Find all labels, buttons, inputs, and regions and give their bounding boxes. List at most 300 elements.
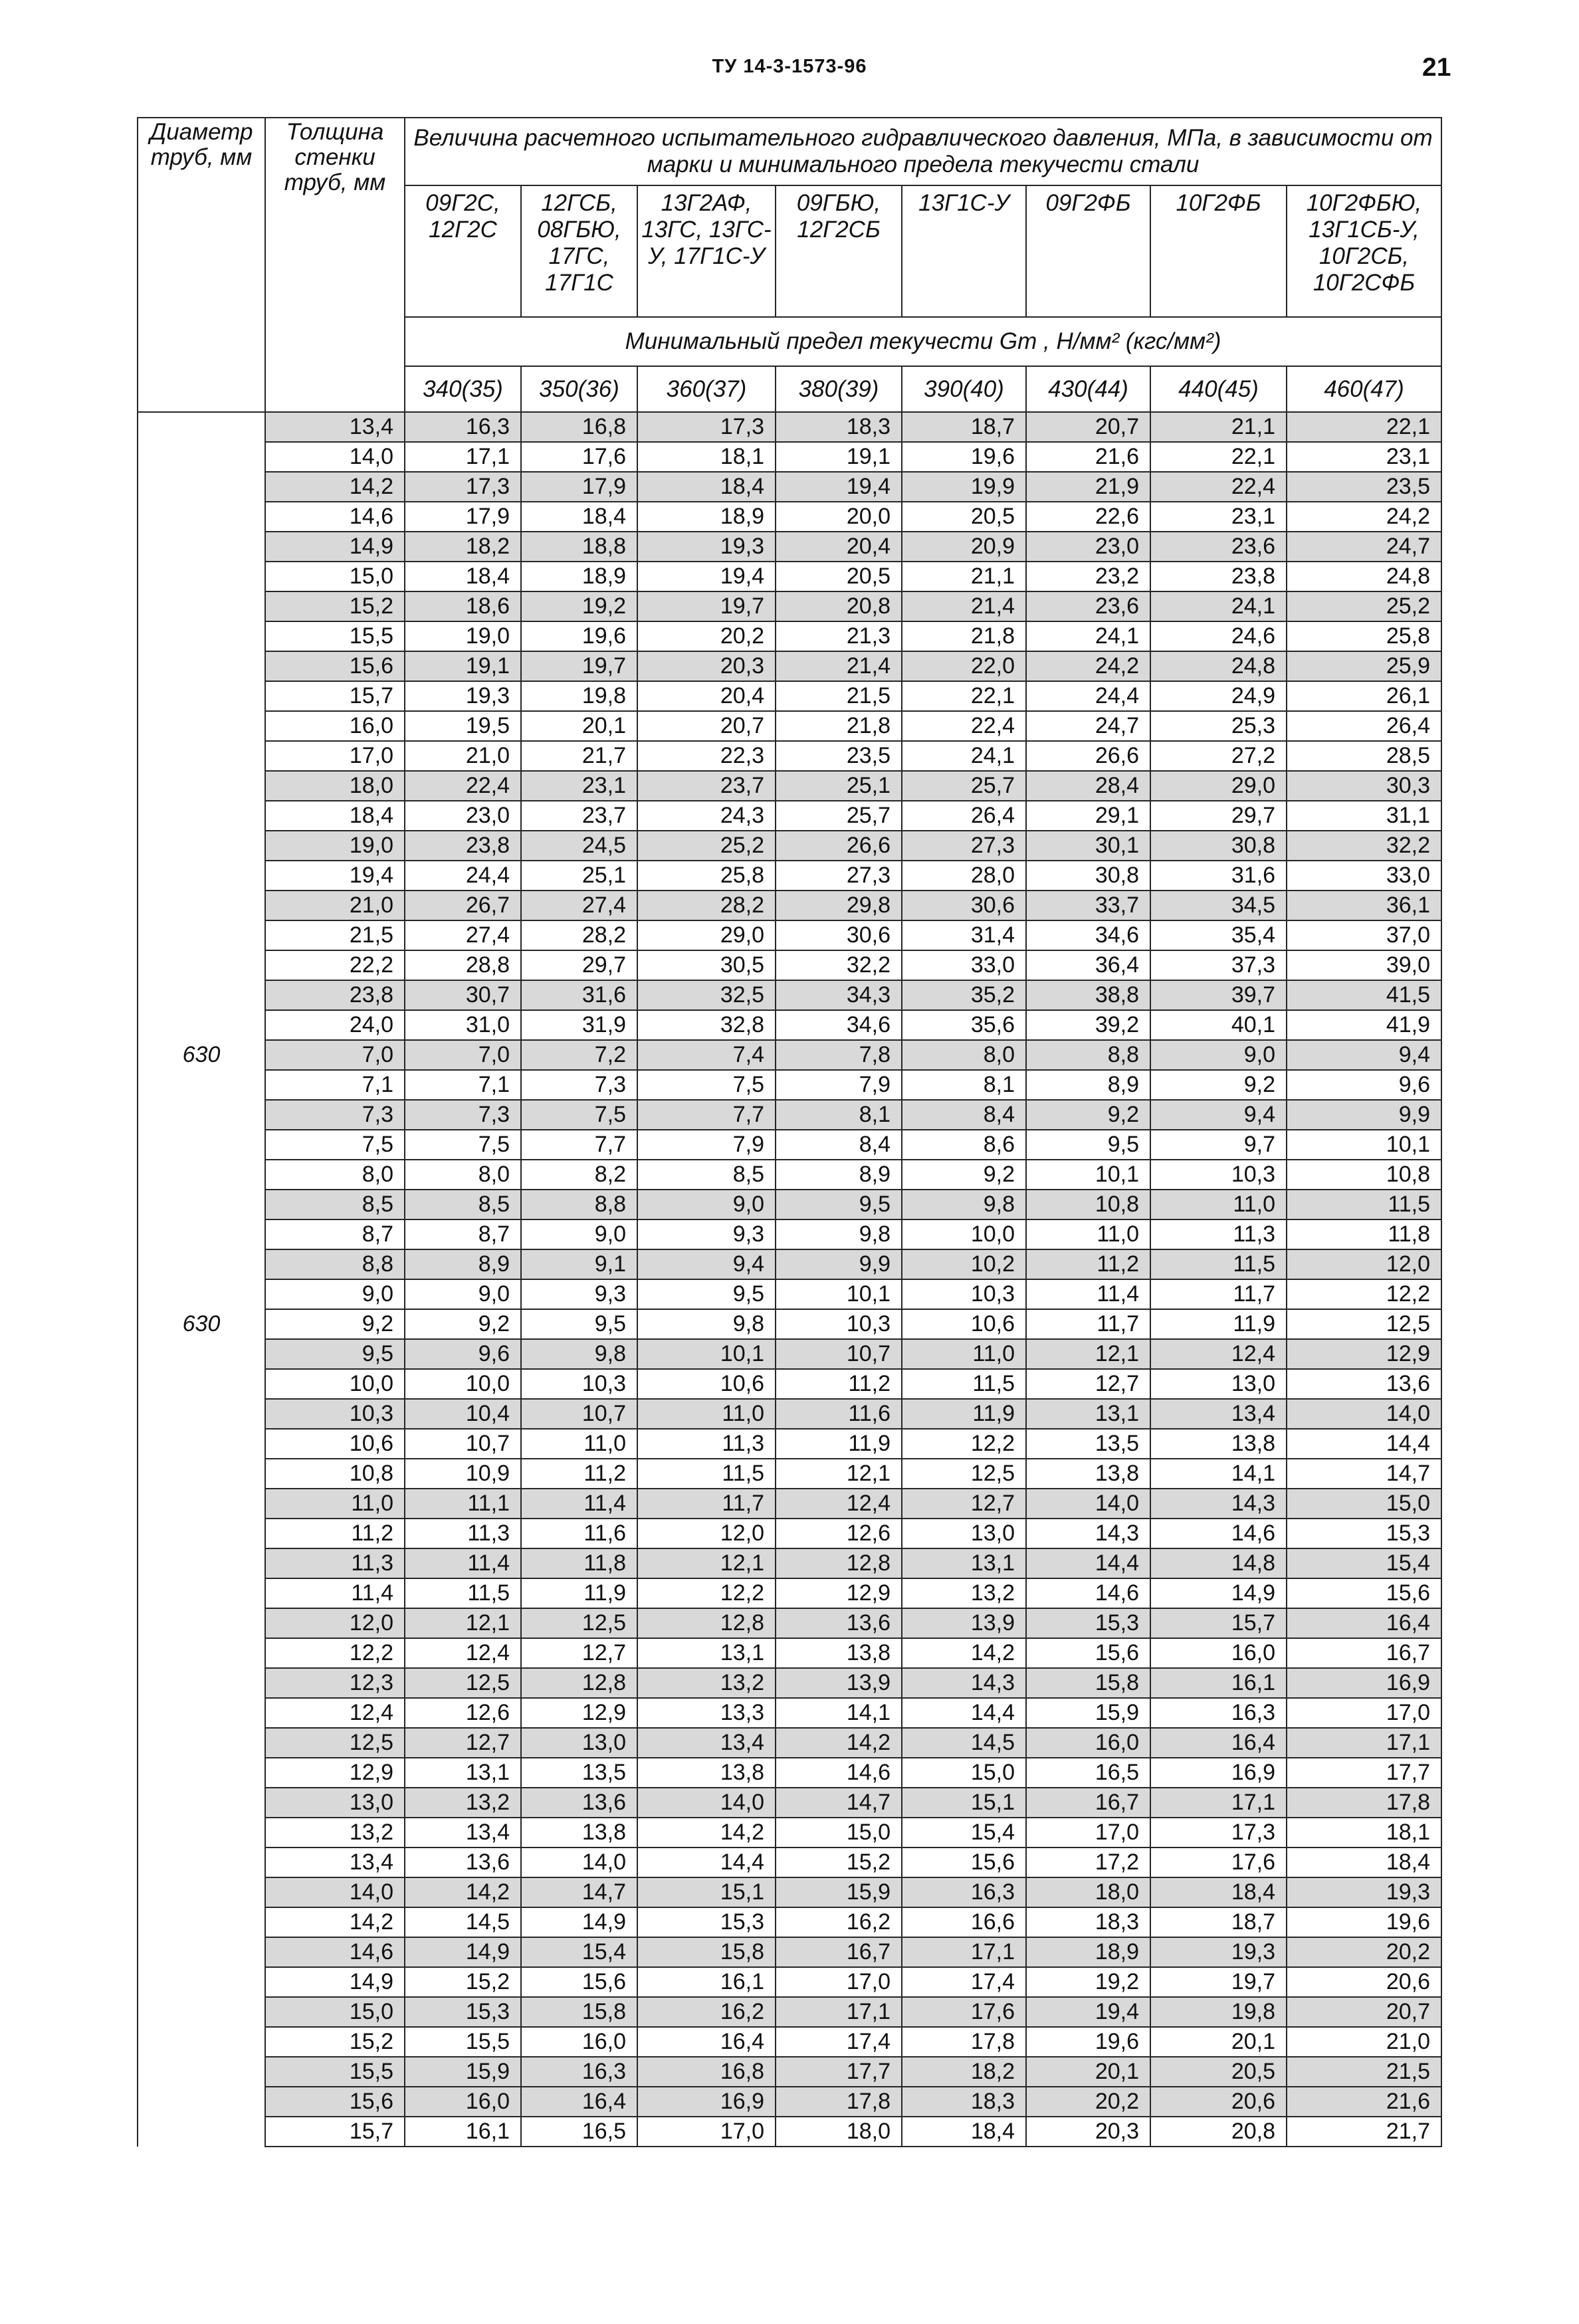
pressure-value-cell: 15,2 <box>776 1848 902 1877</box>
diameter-cell <box>138 1578 265 1608</box>
pressure-value-cell: 7,9 <box>776 1070 902 1100</box>
diameter-cell <box>138 1249 265 1279</box>
pressure-value-cell: 15,8 <box>637 1937 776 1967</box>
pressure-value-cell: 24,4 <box>405 861 521 891</box>
wall-thickness-cell: 15,0 <box>265 1997 405 2027</box>
pressure-value-cell: 22,1 <box>1287 412 1441 442</box>
wall-thickness-cell: 8,0 <box>265 1160 405 1190</box>
pressure-value-cell: 31,6 <box>1150 861 1287 891</box>
pressure-value-cell: 9,2 <box>902 1160 1026 1190</box>
table-row <box>138 1369 1441 1399</box>
pressure-value-cell: 34,6 <box>776 1010 902 1040</box>
table-row <box>138 562 1441 591</box>
wall-thickness-cell: 7,0 <box>265 1040 405 1070</box>
pressure-value-cell: 23,5 <box>776 741 902 771</box>
pressure-value-cell: 11,4 <box>405 1548 521 1578</box>
pressure-value-cell: 19,5 <box>405 711 521 741</box>
pressure-value-cell: 10,3 <box>902 1279 1026 1309</box>
pressure-value-cell: 11,6 <box>521 1519 637 1548</box>
pressure-value-cell: 31,9 <box>521 1010 637 1040</box>
diameter-cell <box>138 1818 265 1848</box>
pressure-value-cell: 16,4 <box>637 2027 776 2057</box>
pressure-value-cell: 10,0 <box>902 1219 1026 1249</box>
pressure-value-cell: 10,8 <box>1287 1160 1441 1190</box>
pressure-value-cell: 9,1 <box>521 1249 637 1279</box>
pressure-value-cell: 10,9 <box>405 1459 521 1489</box>
pressure-value-cell: 17,0 <box>1287 1698 1441 1728</box>
pressure-value-cell: 22,0 <box>902 651 1026 681</box>
pressure-value-cell: 21,8 <box>902 621 1026 651</box>
diameter-cell <box>138 1758 265 1788</box>
diameter-cell <box>138 1339 265 1369</box>
table-row <box>138 891 1441 920</box>
wall-thickness-cell: 14,0 <box>265 442 405 472</box>
pressure-value-cell: 12,0 <box>637 1519 776 1548</box>
pressure-value-cell: 27,3 <box>902 831 1026 861</box>
pressure-value-cell: 9,8 <box>902 1190 1026 1219</box>
diameter-cell <box>138 741 265 771</box>
wall-thickness-cell: 14,6 <box>265 502 405 532</box>
pressure-value-cell: 13,3 <box>637 1698 776 1728</box>
pressure-value-cell: 24,7 <box>1287 532 1441 562</box>
pressure-value-cell: 18,6 <box>405 591 521 621</box>
table-row <box>138 1788 1441 1818</box>
pressure-value-cell: 20,2 <box>1287 1937 1441 1967</box>
pressure-value-cell: 17,4 <box>902 1967 1026 1997</box>
wall-thickness-cell: 13,0 <box>265 1788 405 1818</box>
pressure-value-cell: 8,5 <box>405 1190 521 1219</box>
pressure-value-cell: 7,4 <box>637 1040 776 1070</box>
pressure-value-cell: 7,9 <box>637 1130 776 1160</box>
table-row <box>138 591 1441 621</box>
table-row <box>138 1459 1441 1489</box>
pressure-value-cell: 24,5 <box>521 831 637 861</box>
diameter-cell <box>138 562 265 591</box>
pressure-value-cell: 21,6 <box>1287 2087 1441 2117</box>
pressure-value-cell: 38,8 <box>1026 980 1150 1010</box>
table-row <box>138 1578 1441 1608</box>
pressure-value-cell: 41,9 <box>1287 1010 1441 1040</box>
pressure-value-cell: 17,1 <box>902 1937 1026 1967</box>
pressure-value-cell: 17,1 <box>1150 1788 1287 1818</box>
pressure-value-cell: 19,1 <box>776 442 902 472</box>
pressure-value-cell: 28,2 <box>637 891 776 920</box>
diameter-cell <box>138 651 265 681</box>
pressure-value-cell: 20,3 <box>637 651 776 681</box>
pressure-value-cell: 9,2 <box>1150 1070 1287 1100</box>
diameter-cell <box>138 861 265 891</box>
grade-cell: 09ГБЮ, 12Г2СБ <box>776 185 902 317</box>
pressure-value-cell: 15,1 <box>902 1788 1026 1818</box>
pressure-value-cell: 23,8 <box>405 831 521 861</box>
table-row <box>138 532 1441 562</box>
pressure-value-cell: 9,6 <box>1287 1070 1441 1100</box>
pressure-value-cell: 21,3 <box>776 621 902 651</box>
pressure-value-cell: 8,5 <box>637 1160 776 1190</box>
pressure-value-cell: 16,0 <box>405 2087 521 2117</box>
pressure-value-cell: 14,0 <box>1026 1489 1150 1519</box>
diameter-cell <box>138 442 265 472</box>
pressure-value-cell: 7,2 <box>521 1040 637 1070</box>
diameter-cell <box>138 532 265 562</box>
pressure-value-cell: 15,9 <box>776 1877 902 1907</box>
pressure-value-cell: 23,8 <box>1150 562 1287 591</box>
pressure-value-cell: 24,8 <box>1150 651 1287 681</box>
pressure-value-cell: 14,0 <box>637 1788 776 1818</box>
pressure-value-cell: 25,2 <box>1287 591 1441 621</box>
pressure-value-cell: 9,0 <box>637 1190 776 1219</box>
pressure-value-cell: 26,6 <box>1026 741 1150 771</box>
pressure-value-cell: 13,4 <box>637 1728 776 1758</box>
grade-cell: 12ГСБ, 08ГБЮ, 17ГС, 17Г1С <box>521 185 637 317</box>
pressure-value-cell: 7,7 <box>637 1100 776 1130</box>
pressure-value-cell: 12,7 <box>521 1638 637 1668</box>
pressure-value-cell: 12,8 <box>521 1668 637 1698</box>
pressure-value-cell: 19,3 <box>405 681 521 711</box>
pressure-value-cell: 19,4 <box>637 562 776 591</box>
diameter-cell <box>138 1279 265 1309</box>
yield-value-cell: 380(39) <box>776 366 902 412</box>
wall-thickness-cell: 15,0 <box>265 562 405 591</box>
pressure-value-cell: 9,4 <box>1150 1100 1287 1130</box>
yield-value-cell: 430(44) <box>1026 366 1150 412</box>
diameter-cell <box>138 1997 265 2027</box>
wall-thickness-cell: 18,4 <box>265 801 405 831</box>
table-row <box>138 1967 1441 1997</box>
pressure-value-cell: 35,4 <box>1150 920 1287 950</box>
pressure-value-cell: 9,9 <box>1287 1100 1441 1130</box>
pressure-value-cell: 25,1 <box>776 771 902 801</box>
diameter-cell <box>138 1399 265 1429</box>
pressure-value-cell: 19,6 <box>1287 1907 1441 1937</box>
pressure-value-cell: 13,8 <box>1150 1429 1287 1459</box>
pressure-value-cell: 32,8 <box>637 1010 776 1040</box>
pressure-value-cell: 10,7 <box>405 1429 521 1459</box>
pressure-value-cell: 12,4 <box>405 1638 521 1668</box>
pressure-value-cell: 14,7 <box>776 1788 902 1818</box>
pressure-value-cell: 12,7 <box>1026 1369 1150 1399</box>
pressure-value-cell: 17,8 <box>776 2087 902 2117</box>
pressure-value-cell: 12,2 <box>902 1429 1026 1459</box>
pressure-value-cell: 11,2 <box>776 1369 902 1399</box>
pressure-value-cell: 10,6 <box>637 1369 776 1399</box>
pressure-value-cell: 16,2 <box>637 1997 776 2027</box>
pressure-value-cell: 27,4 <box>521 891 637 920</box>
pressure-table <box>137 117 1442 2147</box>
yield-value-cell: 440(45) <box>1150 366 1287 412</box>
grade-cell: 09Г2ФБ <box>1026 185 1150 317</box>
pressure-value-cell: 21,7 <box>1287 2117 1441 2147</box>
pressure-value-cell: 9,5 <box>521 1309 637 1339</box>
pressure-value-cell: 14,9 <box>521 1907 637 1937</box>
pressure-value-cell: 8,4 <box>902 1100 1026 1130</box>
pressure-value-cell: 16,3 <box>1150 1698 1287 1728</box>
pressure-value-cell: 10,8 <box>1026 1190 1150 1219</box>
table-row <box>138 1130 1441 1160</box>
pressure-value-cell: 16,3 <box>521 2057 637 2087</box>
pressure-value-cell: 13,0 <box>521 1728 637 1758</box>
diameter-cell <box>138 980 265 1010</box>
grade-cell: 10Г2ФБЮ, 13Г1СБ-У, 10Г2СБ, 10Г2СФБ <box>1287 185 1441 317</box>
pressure-value-cell: 16,4 <box>1150 1728 1287 1758</box>
diameter-cell: 630 <box>138 1309 265 1339</box>
pressure-value-cell: 11,4 <box>521 1489 637 1519</box>
pressure-value-cell: 21,5 <box>776 681 902 711</box>
pressure-value-cell: 13,8 <box>1026 1459 1150 1489</box>
pressure-value-cell: 35,2 <box>902 980 1026 1010</box>
pressure-value-cell: 22,4 <box>405 771 521 801</box>
pressure-value-cell: 14,1 <box>776 1698 902 1728</box>
pressure-value-cell: 16,4 <box>1287 1608 1441 1638</box>
pressure-value-cell: 18,8 <box>521 532 637 562</box>
pressure-value-cell: 39,2 <box>1026 1010 1150 1040</box>
wall-thickness-cell: 14,9 <box>265 532 405 562</box>
grade-cell: 10Г2ФБ <box>1150 185 1287 317</box>
pressure-value-cell: 9,4 <box>1287 1040 1441 1070</box>
pressure-value-cell: 9,8 <box>521 1339 637 1369</box>
pressure-value-cell: 31,4 <box>902 920 1026 950</box>
pressure-value-cell: 13,4 <box>405 1818 521 1848</box>
pressure-value-cell: 16,1 <box>405 2117 521 2147</box>
wall-thickness-cell: 11,3 <box>265 1548 405 1578</box>
pressure-value-cell: 26,7 <box>405 891 521 920</box>
wall-thickness-cell: 8,8 <box>265 1249 405 1279</box>
pressure-value-cell: 29,8 <box>776 891 902 920</box>
diameter-cell <box>138 1429 265 1459</box>
pressure-value-cell: 20,1 <box>521 711 637 741</box>
pressure-value-cell: 17,6 <box>902 1997 1026 2027</box>
pressure-value-cell: 9,5 <box>637 1279 776 1309</box>
diameter-cell <box>138 502 265 532</box>
pressure-value-cell: 11,7 <box>637 1489 776 1519</box>
pressure-value-cell: 9,3 <box>521 1279 637 1309</box>
pressure-value-cell: 16,1 <box>637 1967 776 1997</box>
table-row <box>138 2027 1441 2057</box>
pressure-value-cell: 14,2 <box>776 1728 902 1758</box>
yield-value-cell: 360(37) <box>637 366 776 412</box>
page-number: 21 <box>1422 53 1451 82</box>
pressure-value-cell: 17,2 <box>1026 1848 1150 1877</box>
diameter-cell <box>138 1010 265 1040</box>
pressure-value-cell: 8,2 <box>521 1160 637 1190</box>
wall-thickness-cell: 13,4 <box>265 412 405 442</box>
pressure-value-cell: 18,3 <box>776 412 902 442</box>
pressure-value-cell: 12,9 <box>521 1698 637 1728</box>
pressure-value-cell: 9,4 <box>637 1249 776 1279</box>
pressure-value-cell: 9,8 <box>776 1219 902 1249</box>
diameter-cell <box>138 1160 265 1190</box>
pressure-value-cell: 25,7 <box>776 801 902 831</box>
pressure-value-cell: 10,3 <box>776 1309 902 1339</box>
table-row <box>138 801 1441 831</box>
pressure-value-cell: 19,4 <box>776 472 902 502</box>
pressure-value-cell: 20,4 <box>637 681 776 711</box>
pressure-value-cell: 16,5 <box>1026 1758 1150 1788</box>
wall-thickness-cell: 15,6 <box>265 651 405 681</box>
pressure-value-cell: 24,7 <box>1026 711 1150 741</box>
pressure-value-cell: 22,4 <box>1150 472 1287 502</box>
pressure-value-cell: 19,6 <box>521 621 637 651</box>
pressure-value-cell: 33,7 <box>1026 891 1150 920</box>
diameter-cell <box>138 1788 265 1818</box>
pressure-value-cell: 16,3 <box>902 1877 1026 1907</box>
pressure-value-cell: 21,6 <box>1026 442 1150 472</box>
diameter-cell <box>138 1070 265 1100</box>
pressure-value-cell: 11,8 <box>1287 1219 1441 1249</box>
pressure-value-cell: 12,9 <box>776 1578 902 1608</box>
pressure-value-cell: 19,6 <box>1026 2027 1150 2057</box>
table-row <box>138 651 1441 681</box>
pressure-value-cell: 14,0 <box>1287 1399 1441 1429</box>
wall-thickness-cell: 15,5 <box>265 2057 405 2087</box>
pressure-value-cell: 11,9 <box>776 1429 902 1459</box>
pressure-value-cell: 14,0 <box>521 1848 637 1877</box>
pressure-value-cell: 8,8 <box>1026 1040 1150 1070</box>
wall-thickness-cell: 9,2 <box>265 1309 405 1339</box>
pressure-value-cell: 10,1 <box>1026 1160 1150 1190</box>
pressure-value-cell: 9,3 <box>637 1219 776 1249</box>
pressure-value-cell: 24,8 <box>1287 562 1441 591</box>
pressure-value-cell: 23,0 <box>1026 532 1150 562</box>
wall-thickness-cell: 21,0 <box>265 891 405 920</box>
diameter-cell <box>138 412 265 442</box>
diameter-cell <box>138 1219 265 1249</box>
pressure-value-cell: 34,5 <box>1150 891 1287 920</box>
document-title: ТУ 14-3-1573-96 <box>712 56 867 77</box>
yield-value-cell: 460(47) <box>1287 366 1441 412</box>
table-row <box>138 861 1441 891</box>
pressure-value-cell: 18,4 <box>902 2117 1026 2147</box>
table-row <box>138 2057 1441 2087</box>
wall-thickness-cell: 18,0 <box>265 771 405 801</box>
pressure-value-cell: 15,0 <box>902 1758 1026 1788</box>
pressure-value-cell: 11,3 <box>405 1519 521 1548</box>
pressure-value-cell: 32,5 <box>637 980 776 1010</box>
pressure-value-cell: 18,0 <box>1026 1877 1150 1907</box>
pressure-value-cell: 8,7 <box>405 1219 521 1249</box>
table-row <box>138 1190 1441 1219</box>
pressure-value-cell: 9,0 <box>405 1279 521 1309</box>
pressure-value-cell: 25,8 <box>1287 621 1441 651</box>
pressure-value-cell: 20,5 <box>776 562 902 591</box>
diameter-cell <box>138 1967 265 1997</box>
pressure-value-cell: 20,3 <box>1026 2117 1150 2147</box>
pressure-value-cell: 14,9 <box>405 1937 521 1967</box>
diameter-cell <box>138 1489 265 1519</box>
pressure-value-cell: 17,3 <box>637 412 776 442</box>
table-row <box>138 2117 1441 2147</box>
pressure-value-cell: 21,0 <box>1287 2027 1441 2057</box>
pressure-value-cell: 13,1 <box>1026 1399 1150 1429</box>
diameter-cell <box>138 2087 265 2117</box>
pressure-value-cell: 21,1 <box>902 562 1026 591</box>
pressure-value-cell: 12,7 <box>902 1489 1026 1519</box>
wall-thickness-cell: 13,4 <box>265 1848 405 1877</box>
pressure-value-cell: 11,5 <box>405 1578 521 1608</box>
table-row <box>138 1668 1441 1698</box>
pressure-value-cell: 31,1 <box>1287 801 1441 831</box>
pressure-value-cell: 12,4 <box>776 1489 902 1519</box>
wall-thickness-cell: 14,6 <box>265 1937 405 1967</box>
yield-strength-header: Минимальный предел текучести Gт , Н/мм² (кгс/мм²) <box>405 317 1441 366</box>
pressure-value-cell: 10,0 <box>405 1369 521 1399</box>
pressure-value-cell: 20,2 <box>1026 2087 1150 2117</box>
pressure-value-cell: 24,6 <box>1150 621 1287 651</box>
pressure-value-cell: 30,7 <box>405 980 521 1010</box>
wall-thickness-cell: 15,2 <box>265 2027 405 2057</box>
pressure-value-cell: 12,5 <box>1287 1309 1441 1339</box>
pressure-value-cell: 24,2 <box>1026 651 1150 681</box>
pressure-value-cell: 21,7 <box>521 741 637 771</box>
pressure-value-cell: 11,3 <box>1150 1219 1287 1249</box>
pressure-value-cell: 29,0 <box>637 920 776 950</box>
pressure-value-cell: 14,5 <box>902 1728 1026 1758</box>
wall-thickness-cell: 11,4 <box>265 1578 405 1608</box>
wall-thickness-cell: 14,0 <box>265 1877 405 1907</box>
pressure-value-cell: 16,9 <box>637 2087 776 2117</box>
pressure-value-cell: 13,1 <box>405 1758 521 1788</box>
pressure-value-cell: 11,7 <box>1026 1309 1150 1339</box>
pressure-value-cell: 22,6 <box>1026 502 1150 532</box>
pressure-value-cell: 30,8 <box>1026 861 1150 891</box>
wall-thickness-cell: 7,3 <box>265 1100 405 1130</box>
pressure-value-cell: 37,3 <box>1150 950 1287 980</box>
pressure-value-cell: 16,1 <box>1150 1668 1287 1698</box>
pressure-value-cell: 14,3 <box>902 1668 1026 1698</box>
pressure-table-body <box>138 412 1441 2147</box>
grade-cell: 13Г1С-У <box>902 185 1026 317</box>
pressure-value-cell: 20,8 <box>1150 2117 1287 2147</box>
pressure-value-cell: 20,9 <box>902 532 1026 562</box>
pressure-value-cell: 39,0 <box>1287 950 1441 980</box>
pressure-value-cell: 10,3 <box>521 1369 637 1399</box>
pressure-value-cell: 16,7 <box>1287 1638 1441 1668</box>
pressure-value-cell: 18,3 <box>1026 1907 1150 1937</box>
pressure-value-cell: 23,0 <box>405 801 521 831</box>
diameter-cell <box>138 1877 265 1907</box>
pressure-value-cell: 18,4 <box>1150 1877 1287 1907</box>
wall-thickness-cell: 12,0 <box>265 1608 405 1638</box>
pressure-value-cell: 12,4 <box>1150 1339 1287 1369</box>
table-row <box>138 442 1441 472</box>
pressure-value-cell: 7,7 <box>521 1130 637 1160</box>
diameter-cell <box>138 2027 265 2057</box>
pressure-value-cell: 11,9 <box>902 1399 1026 1429</box>
pressure-value-cell: 21,8 <box>776 711 902 741</box>
pressure-value-cell: 34,3 <box>776 980 902 1010</box>
pressure-value-cell: 20,7 <box>637 711 776 741</box>
pressure-value-cell: 19,7 <box>521 651 637 681</box>
pressure-value-cell: 24,3 <box>637 801 776 831</box>
pressure-value-cell: 16,7 <box>776 1937 902 1967</box>
pressure-value-cell: 29,0 <box>1150 771 1287 801</box>
table-row <box>138 1907 1441 1937</box>
pressure-value-cell: 17,0 <box>1026 1818 1150 1848</box>
yield-value-cell: 350(36) <box>521 366 637 412</box>
table-row <box>138 1877 1441 1907</box>
wall-thickness-cell: 12,4 <box>265 1698 405 1728</box>
table-row <box>138 1698 1441 1728</box>
pressure-value-cell: 16,2 <box>776 1907 902 1937</box>
yield-value-cell: 390(40) <box>902 366 1026 412</box>
pressure-value-cell: 8,0 <box>902 1040 1026 1070</box>
pressure-value-cell: 11,4 <box>1026 1279 1150 1309</box>
pressure-value-cell: 10,3 <box>1150 1160 1287 1190</box>
diameter-cell <box>138 771 265 801</box>
pressure-value-cell: 14,2 <box>637 1818 776 1848</box>
pressure-value-cell: 9,9 <box>776 1249 902 1279</box>
pressure-value-cell: 36,4 <box>1026 950 1150 980</box>
